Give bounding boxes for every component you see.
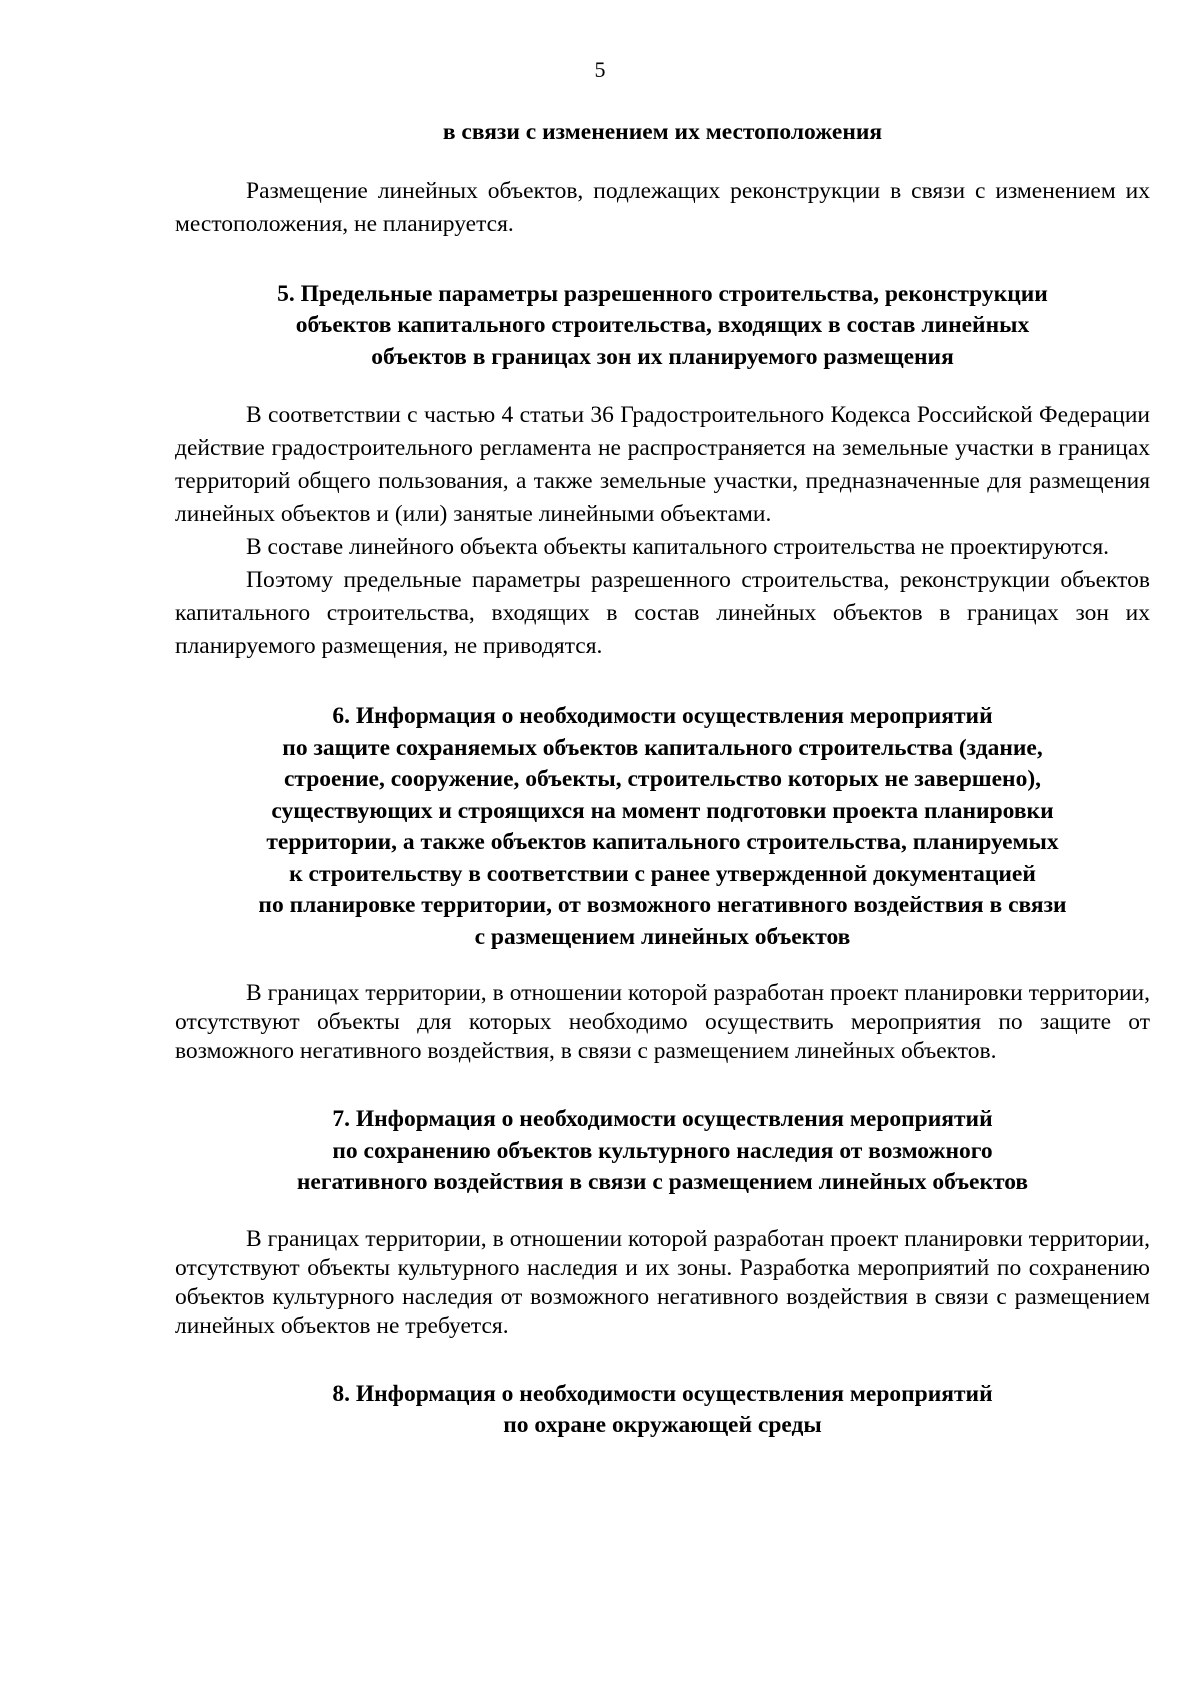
heading-line: к строительству в соответствии с ранее утвержденной документацией [289,860,1036,887]
section-heading-7 [175,1104,1150,1199]
heading-line: объектов капитального строительства, входящих в состав линейных [295,312,1030,338]
heading-line: 6. Информация о необходимости осуществления мероприятий [332,703,993,729]
heading-line: негативного воздействия в связи с размещением линейных объектов [296,1169,1029,1195]
heading-line: в связи с изменением их местоположения [442,119,883,145]
section-heading-5 [175,279,1150,374]
heading-line: по сохранению объектов культурного наследия от возможного [332,1137,993,1164]
paragraph-6-1: В границах территории, в отношении которой разработан проект планировки территории, отсутствуют объекты для которых необходимо осуществить мероприятия по защите от возможного негативного воздействия, в связи с размещением линейных объектов. [175,980,1150,1064]
heading-line: территории, а также объектов капитального строительства, планируемых [266,829,1059,855]
page-number: 5 [594,57,606,82]
heading-line: по планировке территории, от возможного негативного воздействия в связи [258,892,1067,918]
section-heading-6 [175,701,1150,953]
paragraph-5-3: Поэтому предельные параметры разрешенного строительства, реконструкции объектов капитального строительства, входящих в состав линейных объектов в границах зон их планируемого размещения, не приводятся. [175,567,1150,659]
heading-line: 7. Информация о необходимости осуществления мероприятий [332,1106,993,1132]
heading-line: по защите сохраняемых объектов капитального строительства (здание, [282,734,1043,761]
paragraph-5-2: В составе линейного объекта объекты капитального строительства не проектируются. [246,534,1110,560]
heading-line: объектов в границах зон их планируемого размещения [371,343,954,370]
document-body [175,117,1150,1442]
heading-line: по охране окружающей среды [503,1412,822,1438]
heading-line: с размещением линейных объектов [474,923,851,950]
paragraph-relocation: Размещение линейных объектов, подлежащих реконструкции в связи с изменением их местоположения, не планируется. [175,177,1150,237]
heading-line: 5. Предельные параметры разрешенного строительства, реконструкции [277,280,1048,307]
heading-line: строение, сооружение, объекты, строительство которых не завершено), [283,766,1042,792]
heading-line: 8. Информация о необходимости осуществления мероприятий [332,1380,993,1407]
section-heading-8 [175,1379,1150,1442]
paragraph-5-1: В соответствии с частью 4 статьи 36 Градостроительного Кодекса Российской Федерации действие градостроительного регламента не распространяется на земельные участки в границах территорий общего пользования, а также земельные участки, предназначенные для размещения линейных объектов и (или) занятые линейными объектами. [175,402,1150,527]
section-heading-relocation [175,117,1150,149]
heading-line: существующих и строящихся на момент подготовки проекта планировки [271,797,1054,824]
paragraph-7-1: В границах территории, в отношении которой разработан проект планировки территории, отсутствуют объекты культурного наследия и их зоны. Разработка мероприятий по сохранению объектов культурного наследия от возможного негативного воздействия в связи с размещением линейных объектов не требуется. [175,1225,1150,1339]
